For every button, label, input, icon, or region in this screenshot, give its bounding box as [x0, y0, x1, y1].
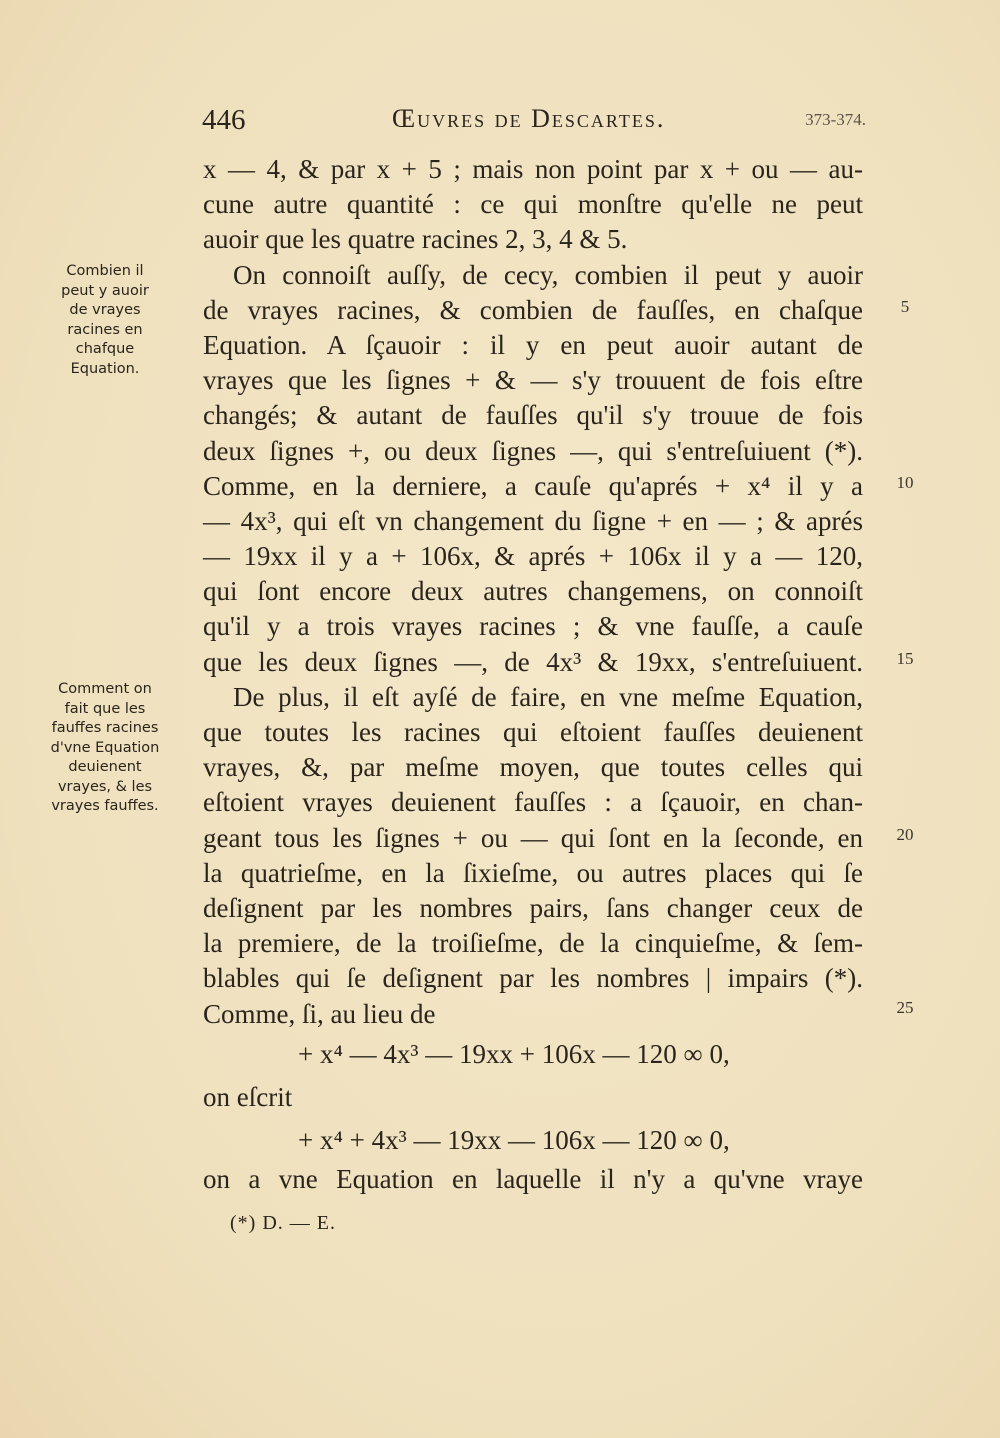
margin-note-line: Combien il	[66, 263, 144, 279]
line-number: 25	[896, 998, 914, 1017]
text-line: On connoiſt auſſy, de cecy, combien il peut y auoir	[233, 259, 863, 290]
margin-note-line: de vrayes	[69, 302, 141, 318]
text-line: qui ſont encore deux autres changemens, on connoiſt	[203, 576, 863, 607]
footnote: (*) D. — E.	[230, 1212, 336, 1234]
text-line: on a vne Equation en laquelle il n'y a qu'vne vraye	[203, 1163, 863, 1194]
text-line: geant tous les ſignes + ou — qui ſont en la ſeconde, en	[203, 822, 863, 853]
text-line: blables qui ſe deſignent par les nombres | impairs (*).	[203, 963, 863, 994]
margin-note-line: fauffes racines	[51, 720, 159, 736]
text-line: la premiere, de la troiſieſme, de la cinquieſme, & ſem-	[203, 928, 863, 959]
line-number: 5	[900, 297, 910, 316]
margin-note-fausses-racines	[40, 680, 170, 817]
text-line: vrayes que les ſignes + & — s'y trouuent de fois eſtre	[203, 365, 863, 396]
edition-reference: 373-374.	[805, 110, 866, 129]
margin-note-line: chafque	[75, 341, 135, 357]
main-text	[203, 152, 863, 1197]
text-line: x — 4, & par x + 5 ; mais non point par x + ou — au-	[203, 154, 863, 184]
text-line: auoir que les quatre racines 2, 3, 4 & 5.	[203, 224, 628, 255]
text-line: la quatrieſme, en la ſixieſme, ou autres places qui ſe	[203, 857, 863, 888]
margin-note-vrayes-racines	[40, 262, 170, 379]
margin-note-line: peut y auoir	[61, 282, 149, 299]
text-line: on eſcrit	[203, 1081, 293, 1112]
running-title: Œuvres de Descartes.	[392, 104, 666, 133]
text-line: Equation. A ſçauoir : il y en peut auoir autant de	[203, 329, 863, 360]
running-header	[202, 100, 866, 140]
margin-note-line: racines en	[67, 321, 143, 338]
text-line: eſtoient vrayes deuienent fauſſes : a ſçauoir, en chan-	[203, 787, 863, 818]
equation-2: + x⁴ + 4x³ — 19xx — 106x — 120 ∞ 0,	[298, 1124, 730, 1155]
margin-note-line: deuienent	[68, 759, 142, 775]
text-line: De plus, il eſt ayſé de faire, en vne meſme Equation,	[233, 681, 863, 712]
page-number: 446	[202, 104, 246, 136]
text-line: Comme, en la derniere, a cauſe qu'aprés + x⁴ il y a	[203, 470, 863, 501]
text-line: — 19xx il y a + 106x, & aprés + 106x il y a — 120,	[203, 541, 863, 572]
text-line: de vrayes racines, & combien de fauſſes, en chaſque	[203, 294, 863, 325]
text-line: que les deux ſignes —, de 4x³ & 19xx, s'entreſuiuent.	[203, 646, 863, 677]
text-line: Comme, ſi, au lieu de	[203, 998, 436, 1029]
equation-1: + x⁴ — 4x³ — 19xx + 106x — 120 ∞ 0,	[298, 1038, 730, 1069]
line-number: 20	[896, 825, 914, 844]
margin-note-line: d'vne Equation	[50, 739, 160, 756]
margin-note-line: fait que les	[64, 700, 146, 717]
text-line: deſignent par les nombres pairs, ſans changer ceux de	[203, 892, 863, 923]
margin-note-line: Comment on	[58, 681, 152, 697]
text-line: cune autre quantité : ce qui monſtre qu'elle ne peut	[203, 189, 863, 220]
text-line: que toutes les racines qui eſtoient fauſſes deuienent	[203, 717, 863, 747]
text-line: changés; & autant de fauſſes qu'il s'y trouue de fois	[203, 400, 863, 431]
text-line: — 4x³, qui eſt vn changement du ſigne + en — ; & aprés	[203, 505, 863, 536]
text-line: deux ſignes +, ou deux ſignes —, qui s'entreſuiuent (*).	[203, 435, 863, 466]
margin-note-line: Equation.	[70, 360, 140, 377]
line-number: 10	[896, 473, 914, 492]
margin-note-line: vrayes fauffes.	[51, 798, 159, 814]
margin-note-line: vrayes, & les	[57, 778, 153, 795]
line-number: 15	[896, 649, 914, 668]
text-line: vrayes, &, par meſme moyen, que toutes celles qui	[203, 752, 863, 783]
text-line: qu'il y a trois vrayes racines ; & vne fauſſe, a cauſe	[203, 611, 863, 642]
